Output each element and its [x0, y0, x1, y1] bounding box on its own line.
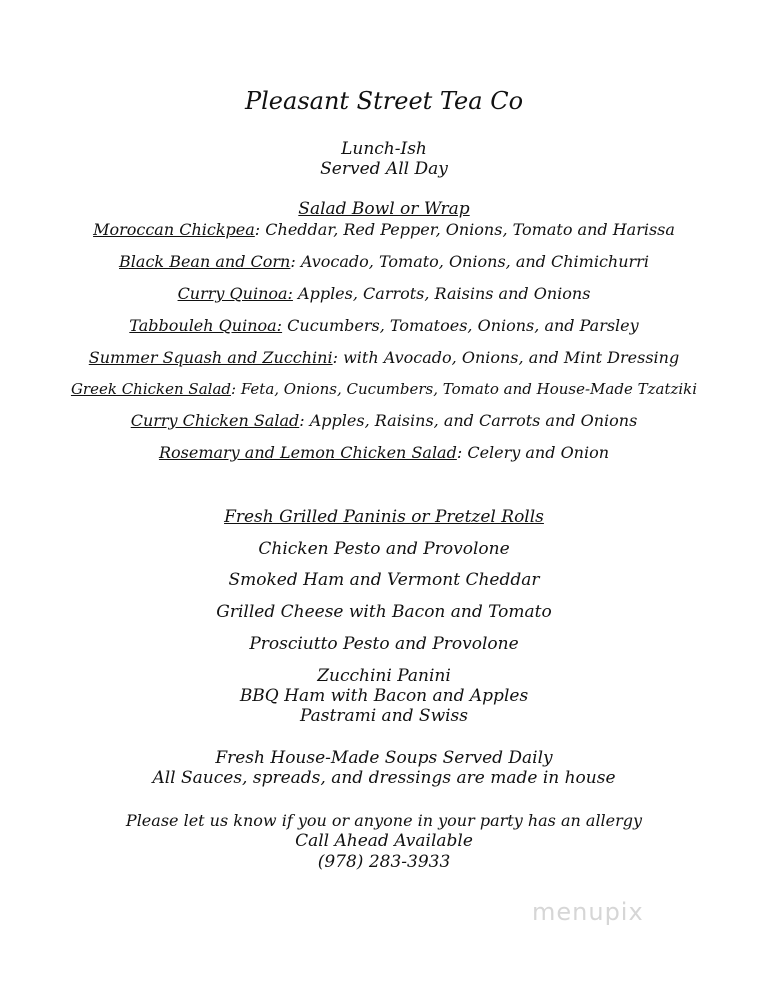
item-description: Cheddar, Red Pepper, Onions, Tomato and Harissa: [260, 220, 675, 239]
menu-item-tabbouleh-quinoa: [0, 315, 768, 337]
panini-item: Prosciutto Pesto and Provolone: [249, 634, 519, 654]
phone-number: (978) 283-3933: [317, 852, 451, 872]
menu-item-moroccan-chickpea: [0, 219, 768, 241]
salad-section-heading: Salad Bowl or Wrap: [298, 199, 470, 219]
item-sep: :: [299, 411, 305, 430]
call-ahead-note: Call Ahead Available: [295, 831, 473, 851]
panini-item: Pastrami and Swiss: [299, 706, 469, 726]
panini-item: Chicken Pesto and Provolone: [258, 539, 510, 559]
item-description: Celery and Onion: [462, 443, 610, 462]
item-name: Moroccan Chickpea: [93, 220, 255, 239]
item-sep: :: [231, 380, 237, 398]
menu-item-greek-chicken-salad: [0, 378, 768, 400]
item-sep: :: [290, 252, 296, 271]
allergy-note: Please let us know if you or anyone in your party has an allergy: [125, 811, 643, 830]
item-name: Tabbouleh Quinoa:: [129, 316, 283, 335]
item-description: with Avocado, Onions, and Mint Dressing: [337, 348, 680, 367]
lunch-ish-label: Lunch-Ish: [341, 139, 427, 159]
soups-note: Fresh House-Made Soups Served Daily: [215, 748, 553, 768]
item-sep: :: [254, 220, 261, 239]
panini-item: BBQ Ham with Bacon and Apples: [239, 686, 529, 706]
item-name: Rosemary and Lemon Chicken Salad: [158, 443, 457, 462]
item-name: Greek Chicken Salad: [70, 380, 231, 398]
item-description: Cucumbers, Tomatoes, Onions, and Parsley: [282, 316, 639, 335]
served-all-day-label: Served All Day: [320, 159, 448, 179]
menu-item-curry-quinoa: [0, 283, 768, 305]
item-description: Avocado, Tomato, Onions, and Chimichurri: [295, 252, 649, 271]
item-name: Curry Quinoa:: [177, 284, 293, 303]
item-description: Feta, Onions, Cucumbers, Tomato and House-Made Tzatziki: [236, 380, 698, 398]
panini-section-heading: Fresh Grilled Paninis or Pretzel Rolls: [224, 507, 544, 527]
menu-item-curry-chicken-salad: [0, 410, 768, 432]
menu-item-rosemary-lemon-chicken: [0, 442, 768, 464]
panini-item: Smoked Ham and Vermont Cheddar: [228, 570, 540, 590]
panini-item: Grilled Cheese with Bacon and Tomato: [216, 602, 552, 622]
item-name: Curry Chicken Salad: [130, 411, 300, 430]
menu-item-black-bean-corn: [0, 251, 768, 273]
item-name: Summer Squash and Zucchini: [88, 348, 333, 367]
menupix-watermark: menupix: [532, 898, 644, 926]
restaurant-title: Pleasant Street Tea Co: [244, 87, 524, 115]
item-description: Apples, Raisins, and Carrots and Onions: [304, 411, 638, 430]
item-name: Black Bean and Corn: [119, 252, 291, 271]
menu-item-summer-squash: [0, 347, 768, 369]
item-sep: :: [332, 348, 338, 367]
item-sep: :: [456, 443, 463, 462]
item-description: Apples, Carrots, Raisins and Onions: [292, 284, 591, 303]
panini-item: Zucchini Panini: [317, 666, 451, 686]
sauces-note: All Sauces, spreads, and dressings are made in house: [152, 768, 616, 788]
